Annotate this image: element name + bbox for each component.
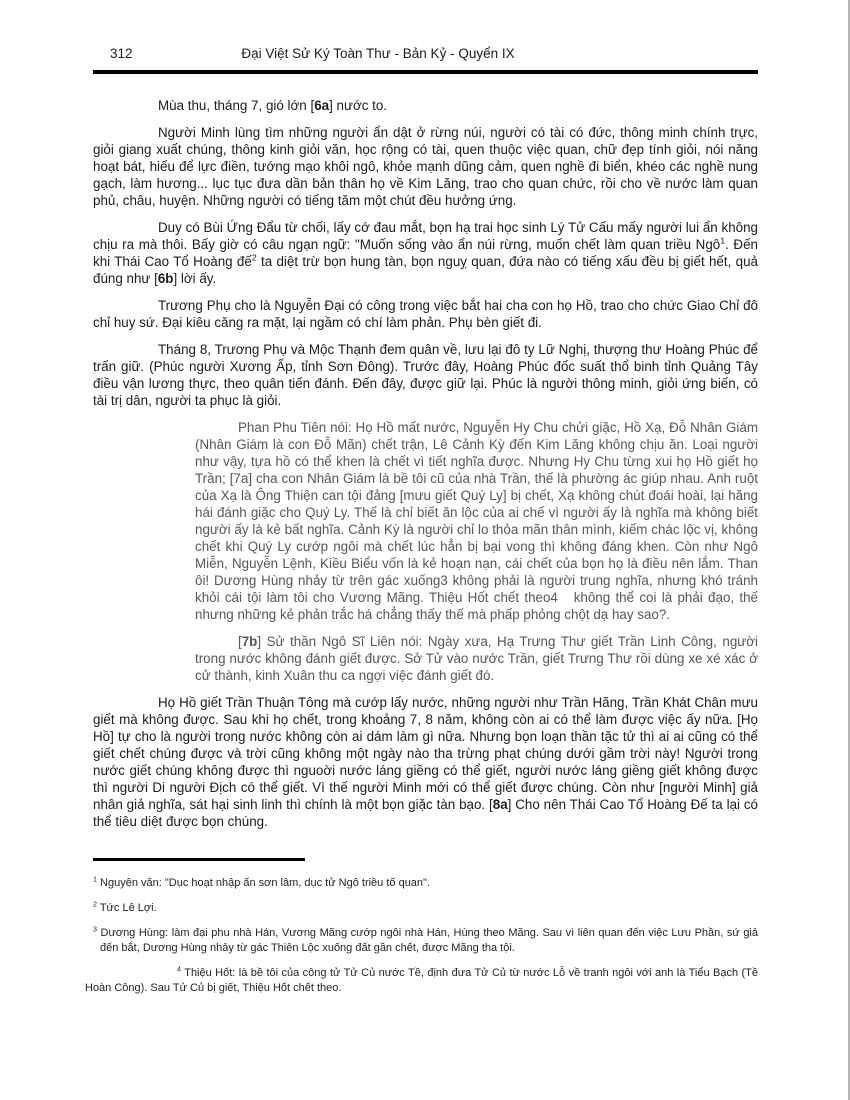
footnote-1: $^1$ Nguyên văn: "Dục hoạt nhập ấn sơn lâm, dục tử Ngô triều tố quan". [93,875,431,889]
footnote-2: $^2$ Tức Lê Lợi. [93,900,157,914]
document-body [93,97,758,830]
page-header [93,44,758,64]
commentary-ngo-si-lien: [7b] Sử thần Ngô Sĩ Liên nói: Ngày xưa, Hạ Trưng Thư giết Trần Linh Công, người trong nước không đánh giết được. Sở Tử vào nước Trần, giết Trưng Thư rồi dùng xe xé xác ở cử thành, kinh Xuân thu ca ngợi việc đánh giết đó. [195,634,758,683]
paragraph-minh-recruiting: Người Minh lùng tìm những người ẩn dật ở rừng núi, người có tài có đức, thông minh chính trực, giỏi giang xuất chúng, thông kinh giỏi văn, học rộng có tài, quen thuộc việc quan, chữ đẹp tính giỏi, nói năng hoạt bát, hiếu để lực điền, tướng mạo khôi ngô, khỏe mạnh dũng cảm, quen nghề đi biển, khéo các nghề nung gạch, làm hương... lục tục đưa dần bản thân họ về Kim Lăng, trao cho quan chức, rồi cho về nước làm quan phủ, châu, huyện. Những người có tiếng tăm một chút đều hưởng ứng. [93,125,758,208]
document-title: Đại Việt Sử Ký Toàn Thư - Bản Kỷ - Quyển IX [241,46,515,61]
page-number: 312 [110,46,133,61]
footnotes-section [85,875,758,996]
header-rule [93,70,758,74]
paragraph-autumn-storm: Mùa thu, tháng 7, gió lớn [6a] nước to. [158,98,388,113]
footnote-separator [93,858,305,861]
commentary-phan-phu-tien: Phan Phu Tiên nói: Họ Hồ mất nước, Nguyễn Hy Chu chửi giặc, Hồ Xạ, Đỗ Nhân Giám (Nhân Giám là con Đỗ Mãn) chết trận, Lê Cảnh Kỳ đến Kim Lăng không chịu ăn. Loại người như vậy, tựa hồ có thể khen là chết vì tiết nghĩa được. Nhưng Hy Chu từng xui họ Hồ giết họ Trần; [7a] cha con Nhân Giám là bề tôi cũ của nhà Trần, thế là phường ác giúp nhau. Anh ruột của Xạ là Ông Thiện can tội đảng [mưu giết Quý Ly] bị chết, Xạ không chút đoái hoài, lại hăng hái đánh giặc cho Quý Ly. Thế là chỉ biết ăn lộc của ai chế vì người ấy là nghĩa mà không biết người ấy là kẻ bất nghĩa. Cảnh Kỳ là người chỉ lo thỏa mãn thân mình, kiếm chác lộc vị, không chết khi Quý Ly cướp ngôi mà chết lúc hẳn bị bại vong thì không đáng khen. Còn như Ngô Miễn, Nguyễn Lệnh, Kiều Biểu vốn là kẻ hoạn nạn, cái chết của bọn họ là điều nên lắm. Than ôi! Dương Hùng nhảy từ trên gác xuống3 không phải là người trung nghĩa, nhưng khó tránh khỏi cái tội làm tôi cho Vương Mãng. Thiệu Hốt chết theo4 không thể coi là phải đạo, thế nhưng những kẻ phản trắc há chẳng thấy thế mà phấp phỏng chột dạ hay sao?. [195,420,758,622]
paragraph-thang-8: Tháng 8, Trương Phụ và Mộc Thạnh đem quân về, lưu lại đô ty Lữ Nghị, thượng thư Hoàng Phúc để trấn giữ. (Phúc người Xương Ấp, tỉnh Sơn Đông). Trước đây, Hoàng Phúc đốc suất thổ binh tỉnh Quảng Tây điều vận lương thực, theo quân tiến đánh. Đến đây, được giữ lại. Phúc là người thông minh, giỏi ứng biến, có tài trị dân, người ta phục là giỏi. [93,342,758,408]
footnote-4: $^4$ Thiệu Hốt: là bề tôi của công tử Tử Củ nước Tề, định đưa Tử Củ từ nước Lỗ về tranh ngôi với anh là Tiểu Bạch (Tề Hoàn Công). Sau Tử Củ bị giết, Thiệu Hốt chết theo. [85,965,758,994]
paragraph-bui-ung-dau: Duy có Bùi Ứng Đẩu từ chối, lấy cớ đau mắt, bọn hạ trai học sinh Lý Tử Cấu mấy người lui ẩn không chịu ra mà thôi. Bấy giờ có câu ngạn ngữ: "Muốn sống vào ẩn núi rừng, muốn chết làm quan triều Ngô$^1$. Đến khi Thái Cao Tổ Hoàng đế$^2$ ta diệt trừ bọn hung tàn, bọn nguỵ quan, đứa nào có tiếng xấu đều bị giết hết, quả đúng như [6b] lời ấy. [93,220,758,286]
footnote-3: $^3$ Dương Hùng: làm đại phu nhà Hán, Vương Mãng cướp ngôi nhà Hán, Hùng theo Mãng. Sau vì liên quan đến việc Lưu Phần, sứ giả đến bắt, Dương Hùng nhảy từ gác Thiên Lộc xuống đất gần chết, được Mãng tha tội. [93,925,758,954]
paragraph-truong-phu-nguyen-dai: Trương Phụ cho là Nguyễn Đại có công trong việc bắt hai cha con họ Hồ, trao cho chức Giao Chỉ đô chỉ huy sứ. Đại kiêu căng ra mặt, lại ngầm có chí làm phản. Phụ bèn giết đi. [93,298,758,330]
paragraph-ho-ho-giet: Họ Hồ giết Trần Thuận Tông mà cướp lấy nước, những người như Trần Hãng, Trần Khát Chân mưu giết mà không được. Sau khi họ chết, trong khoảng 7, 8 năm, không còn ai có thể làm được việc ấy nữa. [Họ Hồ] tự cho là người trong nước không còn ai dám làm gì nữa. Nhưng bọn loạn thần tặc tử thì ai ai cũng có thể giết chết chúng được và trời cũng không một ngày nào tha trừng phạt chúng dưới gầm trời này! Người trong nước giết chúng không được thì nguoời nước láng giềng có thể giết, người nước láng giềng giết không được thì người Di người Địch có thể giết. Vì thế người Minh mới có thể giết được chúng. Còn như [người Minh] giả nhân giả nghĩa, sát hại sinh linh thì chính là một bọn giặc tàn bạo. [8a] Cho nên Thái Cao Tổ Hoàng Đế ta lại có thể tiêu diệt được bọn chúng. [93,695,759,829]
